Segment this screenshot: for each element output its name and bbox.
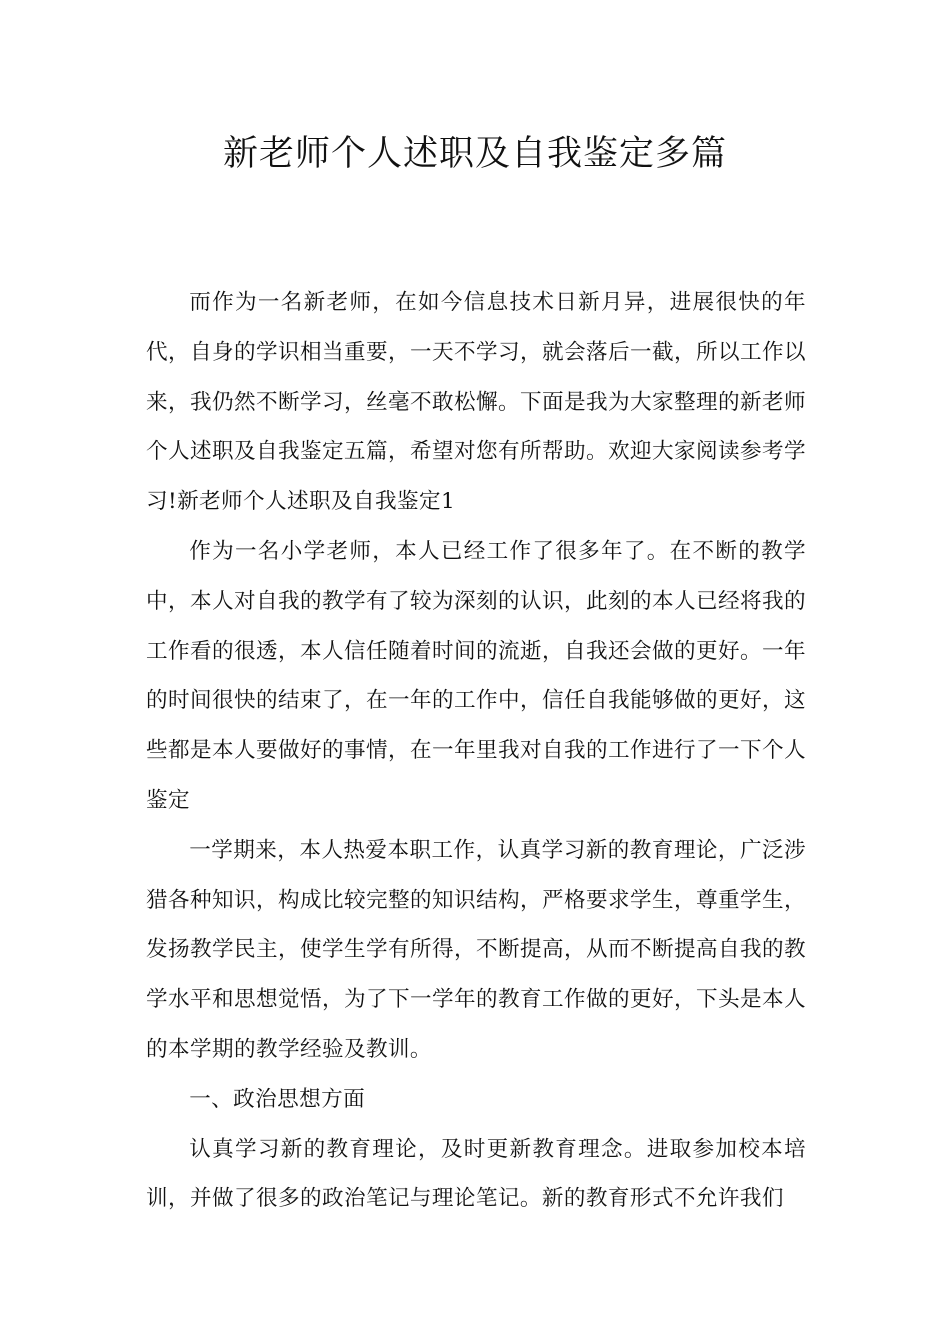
section-heading-political: 一、政治思想方面: [189, 1086, 366, 1112]
paragraph-self-review: 作为一名小学老师，本人已经工作了很多年了。在不断的教学中，本人对自我的教学有了较为深刻的认识，此刻的本人已经将我的工作看的很透，本人信任随着时间的流逝，自我还会做的更好。一年的时间很快的结束了，在一年的工作中，信任自我能够做的更好，这些都是本人要做好的事情，在一年里我对自我的工作进行了一下个人鉴定: [146, 538, 806, 813]
document-title: 新老师个人述职及自我鉴定多篇: [222, 134, 727, 174]
paragraph-political-content: 认真学习新的教育理论，及时更新教育理念。进取参加校本培训，并做了很多的政治笔记与理论笔记。新的教育形式不允许我们: [146, 1136, 806, 1212]
paragraph-intro: 而作为一名新老师，在如今信息技术日新月异，进展很快的年代，自身的学识相当重要，一天不学习，就会落后一截，所以工作以来，我仍然不断学习，丝毫不敢松懈。下面是我为大家整理的新老师个人述职及自我鉴定五篇，希望对您有所帮助。欢迎大家阅读参考学习!新老师个人述职及自我鉴定1: [146, 290, 806, 515]
paragraph-semester-summary: 一学期来，本人热爱本职工作，认真学习新的教育理论，广泛涉猎各种知识，构成比较完整的知识结构，严格要求学生，尊重学生，发扬教学民主，使学生学有所得，不断提高，从而不断提高自我的教学水平和思想觉悟，为了下一学年的教育工作做的更好，下头是本人的本学期的教学经验及教训。: [146, 837, 806, 1062]
document-body: [146, 278, 806, 1224]
